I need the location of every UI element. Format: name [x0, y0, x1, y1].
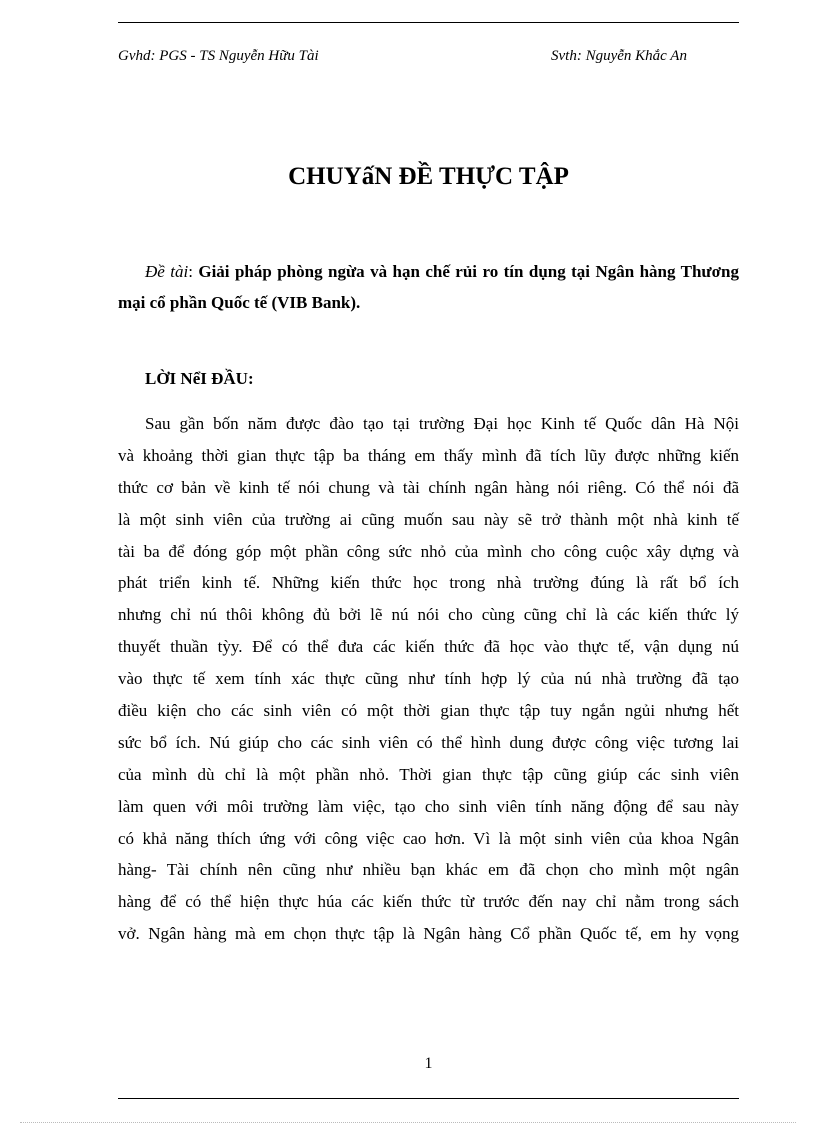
- body-line: của mình dù chỉ là một phần nhỏ. Thời gian thực tập cũng giúp các sinh viên: [118, 764, 739, 784]
- page-title: CHUYấN ĐỀ THỰC TẬP: [288, 163, 569, 190]
- header-supervisor: Gvhd: PGS - TS Nguyễn Hữu Tài: [118, 48, 319, 64]
- body-line: làm quen với môi trường làm việc, tạo cho sinh viên tính năng động để sau này: [118, 796, 739, 816]
- body-line: điều kiện cho các sinh viên có một thời gian thực tập tuy ngắn ngủi nhưng hết: [118, 701, 739, 721]
- body-line: có khả năng thích ứng với công việc cao hơn. Vì là một sinh viên của khoa Ngân: [118, 828, 739, 848]
- topic-paragraph: [118, 256, 739, 318]
- body-line: vào thực tế xem tính xác thực cũng như tính hợp lý của nú nhà trường đã tạo: [118, 669, 739, 689]
- body-line: thuyết thuần tỳy. Để có thể đưa các kiến thức đã học vào thực tế, vận dụng nú: [118, 637, 739, 657]
- body-line: Sau gần bốn năm được đào tạo tại trường Đại học Kinh tế Quốc dân Hà Nội: [145, 414, 739, 433]
- body-line: thức cơ bản về kinh tế nói chung và tài chính ngân hàng nói riêng. Có thể nói đã: [118, 477, 739, 497]
- header-student: Svth: Nguyễn Khắc An: [551, 48, 687, 64]
- header-rule: [118, 22, 739, 23]
- topic-text: Giải pháp phòng ngừa và hạn chế rủi ro tín dụng tại Ngân hàng Thương mại cổ phần Quốc tế (VIB Bank).: [118, 262, 739, 312]
- page-number: 1: [424, 1055, 433, 1072]
- topic-separator: :: [188, 262, 199, 281]
- body-line: hàng- Tài chính nên cũng như nhiều bạn khác em đã chọn cho mình một ngân: [118, 860, 739, 880]
- body-line: tài ba để đóng góp một phần công sức nhỏ của mình cho công cuộc xây dựng và: [118, 541, 739, 561]
- body-line: là một sinh viên của trường ai cũng muốn sau này sẽ trở thành một nhà kinh tế: [118, 509, 739, 529]
- preface-heading: LỜI NểI ĐẦU:: [145, 369, 254, 388]
- body-line: nhưng chỉ nú thôi không đủ bởi lẽ nú nói cho cùng cũng chỉ là các kiến thức lý: [118, 605, 739, 625]
- body-line: hàng để có thể hiện thực húa các kiến thức từ trước đến nay chỉ nằm trong sách: [118, 892, 739, 912]
- body-line: vở. Ngân hàng mà em chọn thực tập là Ngân hàng Cổ phần Quốc tế, em hy vọng: [118, 924, 739, 944]
- preface-body: [118, 408, 739, 950]
- footer-rule: [118, 1098, 739, 1099]
- body-line: phát triển kinh tế. Những kiến thức học trong nhà trường đúng là rất bổ ích: [118, 573, 739, 593]
- body-line: sức bổ ích. Nú giúp cho các sinh viên có thể hình dung được công việc tương lai: [118, 732, 739, 752]
- topic-label: Đề tài: [145, 262, 189, 281]
- body-line: và khoảng thời gian thực tập ba tháng em thấy mình đã tích lũy được những kiến: [118, 445, 739, 465]
